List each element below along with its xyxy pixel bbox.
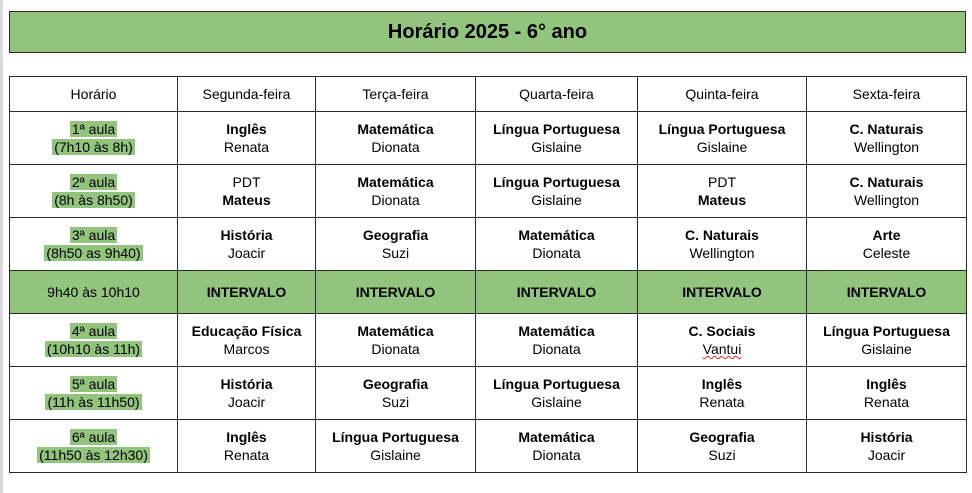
slot-name: 5ª aula bbox=[71, 376, 116, 392]
break-label: INTERVALO bbox=[178, 271, 316, 314]
header-day: Quinta-feira bbox=[638, 77, 807, 112]
teacher: Joacir bbox=[227, 245, 266, 261]
subject: Inglês bbox=[226, 121, 267, 137]
lesson-row bbox=[10, 112, 967, 165]
teacher: Renata bbox=[223, 139, 270, 155]
teacher: Wellington bbox=[689, 245, 755, 261]
teacher: Joacir bbox=[867, 447, 906, 463]
note: PDT bbox=[708, 174, 736, 190]
lesson-cell bbox=[807, 420, 967, 473]
slot-cell bbox=[10, 112, 178, 165]
slot-name: 2ª aula bbox=[71, 174, 116, 190]
teacher: Dionata bbox=[532, 341, 581, 357]
teacher: Dionata bbox=[371, 192, 420, 208]
page-edge bbox=[0, 0, 3, 493]
spellcheck-underline: Vantui bbox=[702, 341, 742, 357]
subject: Inglês bbox=[226, 429, 267, 445]
lesson-cell bbox=[638, 112, 807, 165]
lesson-row bbox=[10, 314, 967, 367]
teacher: Wellington bbox=[853, 139, 920, 155]
subject: Matemática bbox=[518, 323, 595, 339]
lesson-cell bbox=[316, 420, 476, 473]
subject: Matemática bbox=[357, 174, 434, 190]
lesson-cell bbox=[316, 314, 476, 367]
slot-name: 4ª aula bbox=[71, 323, 116, 339]
header-day: Quarta-feira bbox=[476, 77, 638, 112]
break-label: INTERVALO bbox=[476, 271, 638, 314]
slot-cell bbox=[10, 314, 178, 367]
slot-name: 1ª aula bbox=[71, 121, 116, 137]
subject: Matemática bbox=[357, 121, 434, 137]
teacher: Dionata bbox=[371, 341, 420, 357]
subject: História bbox=[220, 376, 273, 392]
subject: Geografia bbox=[362, 376, 429, 392]
subject: C. Naturais bbox=[849, 174, 924, 190]
page-title: Horário 2025 - 6° ano bbox=[9, 11, 966, 53]
lesson-cell bbox=[807, 112, 967, 165]
slot-time: (8h50 as 9h40) bbox=[46, 245, 141, 261]
teacher: Dionata bbox=[371, 139, 420, 155]
subject: Língua Portuguesa bbox=[493, 121, 620, 137]
lesson-cell bbox=[638, 165, 807, 218]
lesson-cell bbox=[178, 420, 316, 473]
lesson-row bbox=[10, 420, 967, 473]
lesson-cell bbox=[807, 367, 967, 420]
slot-name: 6ª aula bbox=[71, 429, 116, 445]
slot-cell bbox=[10, 218, 178, 271]
subject: Geografia bbox=[362, 227, 429, 243]
teacher: Marcos bbox=[223, 341, 270, 357]
lesson-row bbox=[10, 367, 967, 420]
lesson-cell bbox=[638, 367, 807, 420]
subject: Geografia bbox=[689, 429, 755, 445]
teacher: Gislaine bbox=[531, 192, 582, 208]
subject: Língua Portuguesa bbox=[493, 174, 620, 190]
break-row bbox=[10, 271, 967, 314]
subject: Língua Portuguesa bbox=[823, 323, 950, 339]
subject: Matemática bbox=[357, 323, 434, 339]
break-time: 9h40 às 10h10 bbox=[10, 271, 178, 314]
teacher: Gislaine bbox=[861, 341, 912, 357]
header-day: Terça-feira bbox=[316, 77, 476, 112]
subject: Inglês bbox=[701, 376, 743, 392]
subject: Língua Portuguesa bbox=[493, 376, 620, 392]
teacher bbox=[638, 340, 806, 358]
teacher: Dionata bbox=[532, 245, 581, 261]
lesson-cell bbox=[178, 112, 316, 165]
lesson-cell bbox=[316, 367, 476, 420]
lesson-cell bbox=[178, 367, 316, 420]
header-day: Segunda-feira bbox=[178, 77, 316, 112]
lesson-cell bbox=[178, 314, 316, 367]
subject: C. Naturais bbox=[685, 227, 759, 243]
lesson-row bbox=[10, 218, 967, 271]
teacher: Gislaine bbox=[370, 447, 421, 463]
lesson-cell bbox=[638, 314, 807, 367]
lesson-cell bbox=[807, 314, 967, 367]
lesson-cell bbox=[476, 367, 638, 420]
slot-cell bbox=[10, 367, 178, 420]
teacher: Mateus bbox=[697, 192, 747, 208]
teacher: Mateus bbox=[222, 192, 271, 208]
teacher: Suzi bbox=[708, 447, 736, 463]
subject: História bbox=[860, 429, 913, 445]
slot-time: (8h às 8h50) bbox=[54, 192, 133, 208]
lesson-cell bbox=[638, 420, 807, 473]
lesson-cell bbox=[178, 218, 316, 271]
teacher: Renata bbox=[223, 447, 270, 463]
lesson-cell bbox=[476, 218, 638, 271]
subject: Matemática bbox=[518, 227, 595, 243]
slot-time: (11h50 às 12h30) bbox=[39, 447, 148, 463]
teacher: Renata bbox=[699, 394, 745, 410]
lesson-cell bbox=[807, 165, 967, 218]
subject: Arte bbox=[872, 227, 901, 243]
teacher: Renata bbox=[863, 394, 910, 410]
subject: História bbox=[220, 227, 273, 243]
slot-time: (11h às 11h50) bbox=[47, 394, 140, 410]
slot-cell bbox=[10, 420, 178, 473]
slot-time: (7h10 às 8h) bbox=[54, 139, 133, 155]
break-label: INTERVALO bbox=[316, 271, 476, 314]
subject: C. Sociais bbox=[688, 323, 756, 339]
lesson-cell bbox=[178, 165, 316, 218]
teacher: Suzi bbox=[381, 394, 410, 410]
teacher: Suzi bbox=[381, 245, 410, 261]
break-label: INTERVALO bbox=[638, 271, 807, 314]
subject: Língua Portuguesa bbox=[332, 429, 459, 445]
header-row bbox=[10, 77, 967, 112]
slot-name: 3ª aula bbox=[71, 227, 116, 243]
lesson-cell bbox=[316, 218, 476, 271]
lesson-cell bbox=[476, 314, 638, 367]
teacher: Gislaine bbox=[531, 139, 582, 155]
slot-cell bbox=[10, 165, 178, 218]
subject: Matemática bbox=[518, 429, 595, 445]
teacher: Wellington bbox=[853, 192, 920, 208]
subject: Língua Portuguesa bbox=[658, 121, 786, 137]
note: PDT bbox=[232, 174, 261, 190]
teacher: Gislaine bbox=[531, 394, 582, 410]
lesson-cell bbox=[316, 112, 476, 165]
header-time: Horário bbox=[10, 77, 178, 112]
header-day: Sexta-feira bbox=[807, 77, 967, 112]
schedule-table bbox=[9, 76, 967, 473]
subject: C. Naturais bbox=[849, 121, 924, 137]
subject: Inglês bbox=[866, 376, 907, 392]
lesson-cell bbox=[807, 218, 967, 271]
teacher: Gislaine bbox=[696, 139, 748, 155]
lesson-cell bbox=[476, 165, 638, 218]
break-label: INTERVALO bbox=[807, 271, 967, 314]
lesson-row bbox=[10, 165, 967, 218]
lesson-cell bbox=[638, 218, 807, 271]
subject: Educação Física bbox=[191, 323, 302, 339]
lesson-cell bbox=[476, 112, 638, 165]
lesson-cell bbox=[476, 420, 638, 473]
teacher: Joacir bbox=[227, 394, 266, 410]
teacher: Dionata bbox=[532, 447, 581, 463]
lesson-cell bbox=[316, 165, 476, 218]
teacher: Celeste bbox=[862, 245, 911, 261]
slot-time: (10h10 às 11h) bbox=[46, 341, 141, 357]
